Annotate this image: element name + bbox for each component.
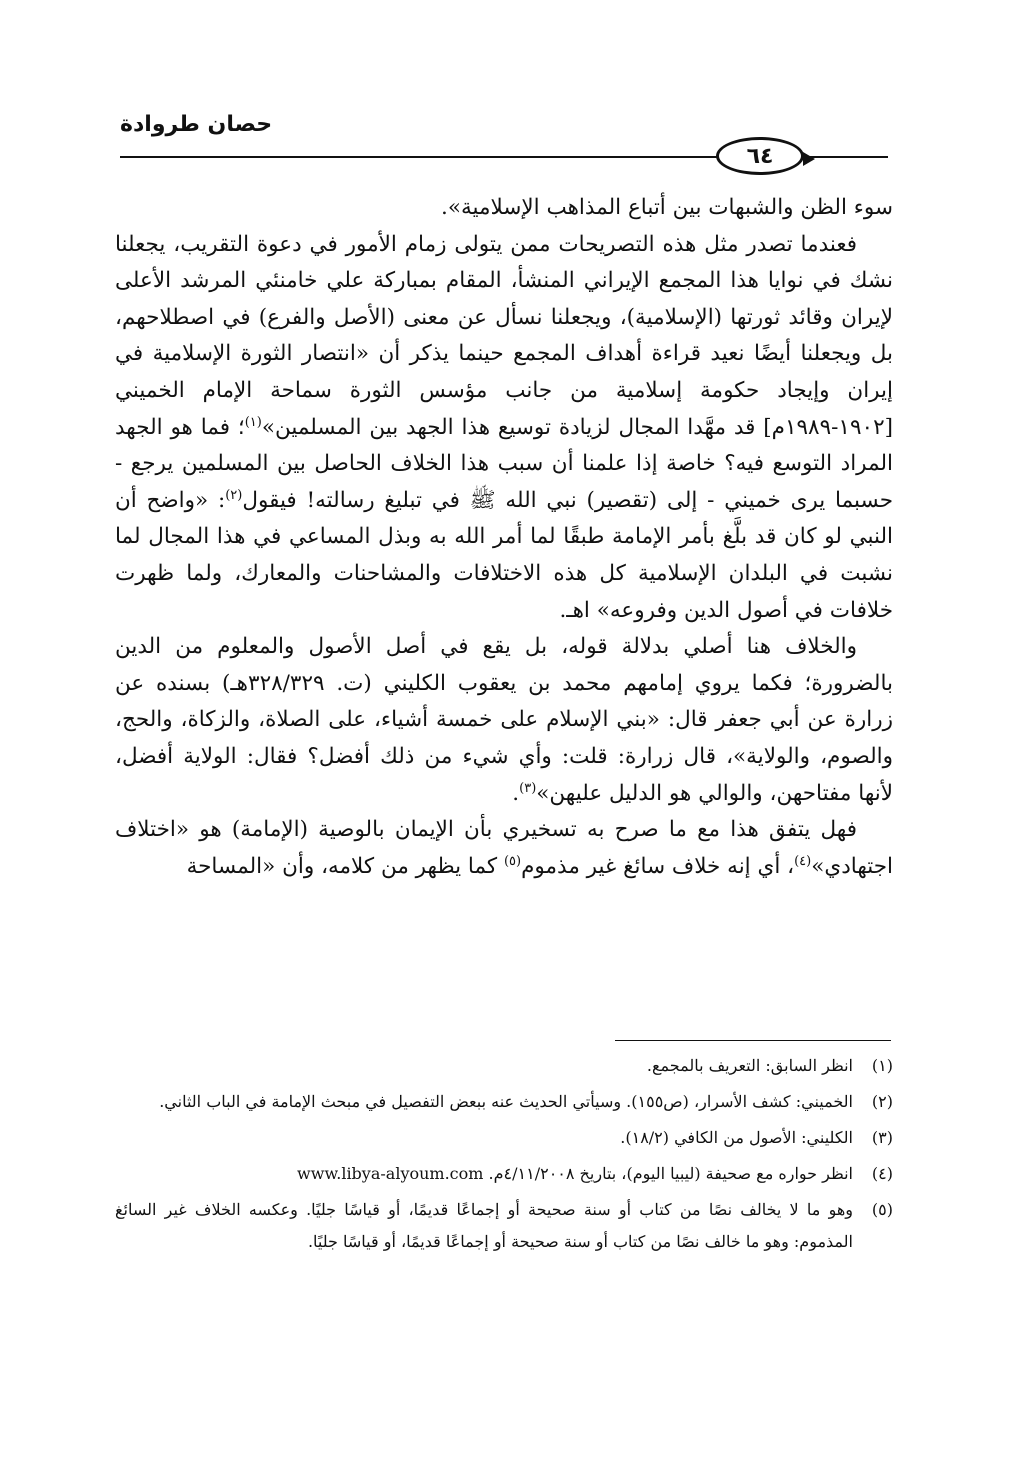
paragraph-3-part-b: . xyxy=(512,780,520,806)
footnote-text xyxy=(115,1158,853,1190)
paragraph-4-part-c: كما يظهر من كلامه، وأن «المساحة xyxy=(186,853,504,879)
footnote-ref-1: (١) xyxy=(244,414,262,430)
footnote-url-link[interactable]: www.libya-alyoum.com xyxy=(297,1164,484,1183)
paragraph-2 xyxy=(115,227,893,630)
footnote-text: انظر السابق: التعريف بالمجمع. xyxy=(646,1056,853,1075)
footnote-number: (٤) xyxy=(871,1164,893,1183)
footnote-text: الخميني: كشف الأسرار، (ص١٥٥). وسيأتي الحديث عنه ببعض التفصيل في مبحث الإمامة في الباب الثاني. xyxy=(159,1092,853,1111)
footnote-ref-5: (٥) xyxy=(503,853,522,869)
page-number-badge xyxy=(716,137,804,175)
footnote-ref-4: (٤) xyxy=(794,853,812,869)
footnote-5 xyxy=(115,1194,893,1258)
footnote-3 xyxy=(115,1122,893,1154)
footnotes xyxy=(115,1050,893,1262)
paragraph-1: سوء الظن والشبهات بين أتباع المذاهب الإسلامية». xyxy=(441,195,893,220)
body-text xyxy=(115,190,893,885)
paragraph-4 xyxy=(115,812,893,885)
footnote-4 xyxy=(115,1158,893,1190)
paragraph-4-part-a: فهل يتفق هذا مع ما صرح به تسخيري بأن الإيمان بالوصية (الإمامة) هو «اختلاف اجتهادي» xyxy=(115,817,893,879)
footnote-text: وهو ما لا يخالف نصًا من كتاب أو سنة صحيحة أو إجماعًا قديمًا، أو قياسًا جليًا. وعكسه الخلاف غير السائغ المذموم: وهو ما خالف نصًا من كتاب أو سنة صحيحة أو إجماعًا قديمًا، أو قياسًا جليًا. xyxy=(115,1200,853,1251)
footnote-number: (١) xyxy=(871,1056,893,1075)
footnote-number: (٣) xyxy=(871,1128,893,1147)
paragraph-2-part-c: : «واضح أن النبي لو كان قد بلَّغ بأمر الإمامة طبقًا لما أمر الله به وبذل المساعي في هذا المجال لما نشبت في البلدان الإسلامية كل هذه الاختلافات والمشاحنات والمعارك، ولما ظهرت خلافات في أصول الدين وفروعه» اهـ. xyxy=(115,487,893,623)
footnote-text: الكليني: الأصول من الكافي (١٨/٢). xyxy=(620,1128,853,1147)
footnote-1 xyxy=(115,1050,893,1082)
footnote-ref-3: (٣) xyxy=(519,780,537,796)
footnote-4-text: انظر حواره مع صحيفة (ليبيا اليوم)، بتاريخ ٤/١١/٢٠٠٨م. xyxy=(488,1164,853,1183)
paragraph-4-part-b: ، أي إنه خلاف سائغ غير مذموم xyxy=(521,853,795,879)
footnote-2 xyxy=(115,1086,893,1118)
page-number: ٦٤ xyxy=(746,143,774,169)
paragraph-3-part-a: والخلاف هنا أصلي بدلالة قوله، بل يقع في أصل الأصول والمعلوم من الدين بالضرورة؛ فكما يروي إمامهم محمد بن يعقوب الكليني (ت. ٣٢٨/٣٢٩هـ) بسنده عن زرارة عن أبي جعفر قال: «بني الإسلام على خمسة أشياء، على الصلاة، والزكاة، والحج، والصوم، والولاية»، قال زرارة: قلت: وأي شيء من ذلك أفضل؟ فقال: الولاية أفضل، لأنها مفتاحهن، والوالي هو الدليل عليهن» xyxy=(115,634,894,806)
running-title: حصان طروادة xyxy=(120,112,273,137)
paragraph-3 xyxy=(115,629,893,812)
paragraph-2-part-b: ؛ فما هو الجهد المراد التوسع فيه؟ خاصة إذا علمنا أن سبب هذا الخلاف الحاصل بين المسلمين يرجع - حسبما يرى خميني - إلى (تقصير) نبي الله ﷺ في تبليغ رسالته! فيقول xyxy=(115,414,893,513)
footnote-number: (٥) xyxy=(871,1200,893,1219)
footnote-ref-2: (٢) xyxy=(225,487,243,503)
paragraph-2-part-a: فعندما تصدر مثل هذه التصريحات ممن يتولى زمام الأمور في دعوة التقريب، يجعلنا نشك في نوايا هذا المجمع الإيراني المنشأ، المقام بمباركة علي خامنئي المرشد الأعلى لإيران وقائد ثورتها (الإسلامية)، ويجعلنا نسأل عن معنى (الأصل والفرع) في اصطلاحهم، بل ويجعلنا أيضًا نعيد قراءة أهداف المجمع حينما يذكر أن «انتصار الثورة الإسلامية في إيران وإيجاد حكومة إسلامية من جانب مؤسس الثورة سماحة الإمام الخميني [١٩٠٢-١٩٨٩م] قد مهَّدا المجال لزيادة توسيع هذا الجهد بين المسلمين» xyxy=(115,231,894,440)
footnote-number: (٢) xyxy=(871,1092,893,1111)
footnote-separator xyxy=(615,1040,891,1041)
